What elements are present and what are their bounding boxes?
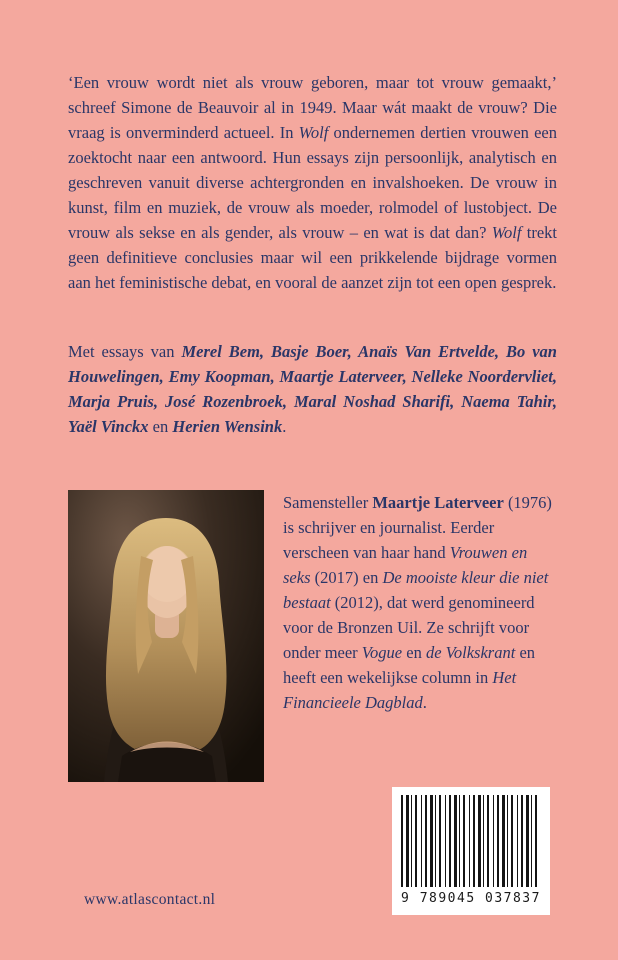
text-segment: ‘Een vrouw wordt niet als vrouw geboren, maar tot vrouw gemaakt,’ schreef Simone de Beauvoir al in 1949. Maar wát maakt de vrouw? Die vraag is onverminderd actueel. In	[68, 73, 557, 142]
text-segment: (1976) is schrijver en journalist. Eerder verscheen van haar hand	[283, 493, 552, 562]
text-segment: Wolf	[298, 123, 329, 142]
text-segment: Vrouwen en seks	[283, 543, 528, 587]
text-segment: ondernemen dertien vrouwen een zoektocht naar een antwoord. Hun essays zijn persoonlijk, analytisch en geschreven vanuit diverse achtergronden en invalshoeken. De vrouw in kunst, film en muziek, de vrouw als moeder, rolmodel of lustobject. De vrouw als sekse en als gender, als vrouw – en wat is dat dan?	[68, 123, 557, 242]
text-segment: .	[422, 693, 427, 712]
text-segment: De mooiste kleur die niet bestaat	[283, 568, 549, 612]
text-segment: Samensteller	[283, 493, 373, 512]
essay-authors-paragraph	[68, 339, 557, 439]
text-segment: Het Financieele Dagblad	[283, 668, 517, 712]
text-segment: Merel Bem, Basje Boer, Anaïs Van Ertvelde, Bo van Houwelingen, Emy Koopman, Maartje Laterveer, Nelleke Noordervliet, Marja Pruis, José Rozenbroek, Maral Noshad Sharifi, Naema Tahir, Yaël Vinckx	[68, 342, 557, 436]
text-segment: (2017) en	[310, 568, 383, 587]
text-segment: Wolf	[491, 223, 522, 242]
text-segment: (2012), dat werd genomineerd voor de Bronzen Uil. Ze schrijft voor onder meer	[283, 593, 535, 662]
blurb-paragraph	[68, 70, 557, 295]
text-segment: Met essays van	[68, 342, 182, 361]
text-segment: en	[148, 417, 173, 436]
barcode-bars	[401, 795, 541, 887]
text-segment: Vogue	[361, 643, 403, 662]
text-segment: en heeft een wekelijkse column in	[283, 643, 536, 687]
author-bio-paragraph	[283, 490, 557, 715]
barcode-number: 9 789045 037837	[401, 891, 541, 906]
text-segment: en	[402, 643, 426, 662]
text-segment: .	[282, 417, 287, 436]
barcode	[392, 787, 550, 915]
text-segment: de Volkskrant	[425, 643, 516, 662]
text-segment: Herien Wensink	[172, 417, 283, 436]
text-segment: trekt geen definitieve conclusies maar wil een prikkelende bijdrage vormen aan het feministische debat, en vooral de aanzet zijn tot een open gesprek.	[68, 223, 557, 292]
author-photo	[68, 490, 264, 782]
publisher-url: www.atlascontact.nl	[84, 891, 216, 908]
author-section	[68, 490, 557, 782]
text-segment: Maartje Laterveer	[372, 493, 504, 512]
